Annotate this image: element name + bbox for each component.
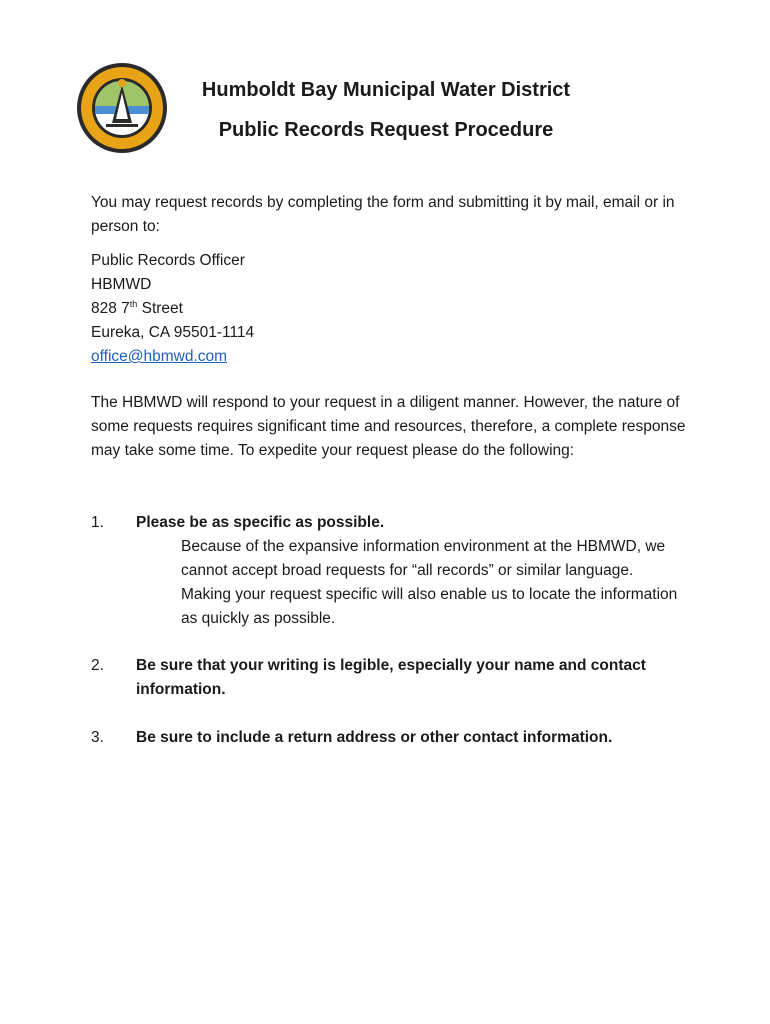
address-org: HBMWD [91,276,152,293]
list-item-description: Because of the expansive information environment at the HBMWD, we cannot accept broad requests for “all records” or similar language. Making your request specific will also enable us to locate the information as quickly as possible. [181,538,678,627]
response-paragraph: The HBMWD will respond to your request in a diligent manner. However, the nature of some requests requires significant time and resources, therefore, a complete response may take some time. To expedite your request please do the following: [91,394,686,459]
org-name-heading: Humboldt Bay Municipal Water District [201,79,571,101]
list-item-number: 3. [91,729,104,746]
district-seal-logo [76,61,168,155]
list-item-title: Please be as specific as possible. [136,514,385,531]
list-item-number: 2. [91,657,104,674]
address-block [91,249,691,369]
address-recipient: Public Records Officer [91,252,245,269]
list-item-title: Be sure to include a return address or other contact information. [136,729,613,746]
email-link[interactable]: office@hbmwd.com [91,348,228,365]
address-street: 828 7th Street [91,298,183,317]
list-item-title: Be sure that your writing is legible, especially your name and contact information. [136,657,646,698]
document-title: Public Records Request Procedure [218,119,554,141]
list-item-number: 1. [91,514,104,531]
address-city: Eureka, CA 95501-1114 [91,324,255,341]
intro-paragraph: You may request records by completing the form and submitting it by mail, email or in person to: [91,194,675,235]
